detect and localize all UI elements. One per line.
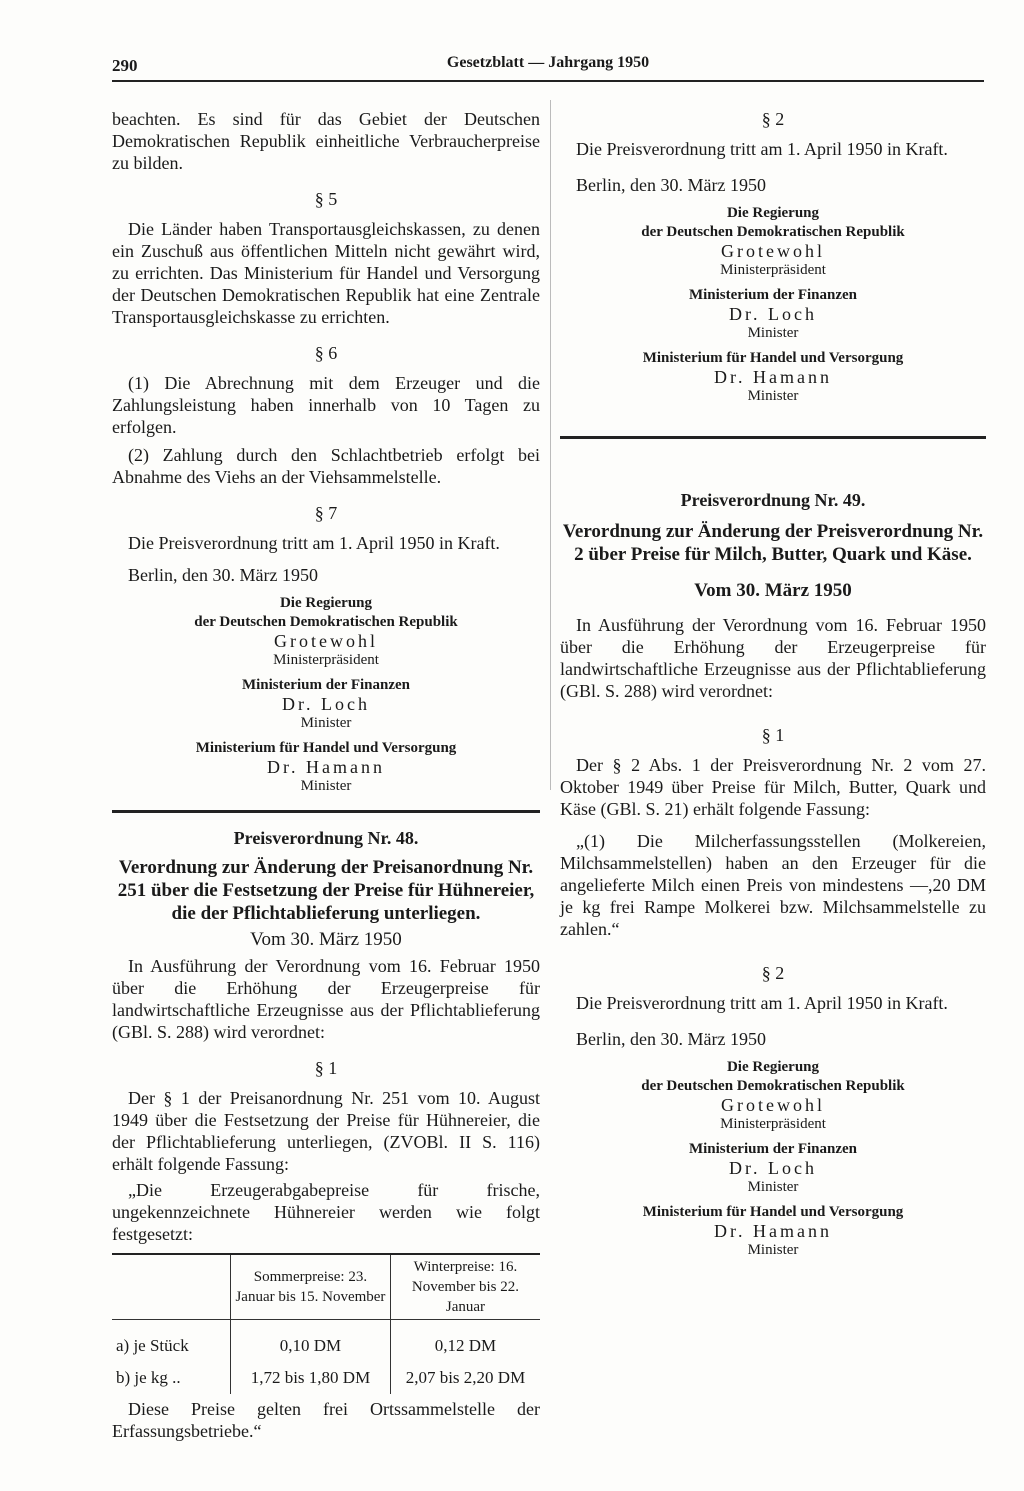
place-date: Berlin, den 30. März 1950 [576,175,766,195]
ministry-name: Ministerium der Finanzen [241,677,411,693]
place-date: Berlin, den 30. März 1950 [128,565,318,585]
ministry-name: Ministerium der Finanzen [688,287,858,303]
ministry-name: Ministerium für Handel und Versorgung [642,350,904,366]
signatory-title: Minister [300,778,352,794]
signature-block [560,1058,986,1260]
ministry-name: Ministerium der Finanzen [688,1141,858,1157]
ordinance-subtitle: Verordnung zur Änderung der Preisanordnung Nr. 251 über die Festsetzung der Preise für Hühnereier, die der Pflichtablieferung unterliegen. [117,857,535,924]
signatory-name: Grotewohl [721,241,825,261]
section-heading-6: § 6 [314,343,338,363]
signatory-title: Ministerpräsident [273,652,379,668]
signatory-title: Minister [747,388,799,404]
paragraph-2: Die Preisverordnung tritt am 1. April 1950 in Kraft. [576,139,948,159]
government-name: der Deutschen Demokratischen Republik [641,224,905,240]
ordinance-subtitle: Verordnung zur Änderung der Preisverordnung Nr. 2 über Preise für Milch, Butter, Quark und Käse. [562,521,984,565]
signatory-name: Dr. Hamann [714,1221,832,1241]
signatory-title: Minister [747,325,799,341]
government-label: Die Regierung [726,1059,820,1075]
signatory-name: Dr. Loch [729,1158,817,1178]
section-heading-1: § 1 [314,1058,338,1078]
signatory-name: Dr. Hamann [714,367,832,387]
ordinance-date: Vom 30. März 1950 [250,929,402,950]
signatory-name: Grotewohl [721,1095,825,1115]
paragraph-6-1: (1) Die Abrechnung mit dem Erzeuger und die Zahlungsleistung haben innerhalb von 10 Tagen zu erfolgen. [112,373,540,437]
column-divider [550,100,551,790]
paragraph-7: Die Preisverordnung tritt am 1. April 1950 in Kraft. [128,533,500,553]
section-heading-5: § 5 [314,189,338,209]
section-divider [560,436,986,439]
ordinance-date: Vom 30. März 1950 [694,580,852,601]
ordinance-title: Preisverordnung Nr. 48. [233,828,419,848]
section-heading-1: § 1 [761,725,785,745]
right-column [560,108,986,1260]
government-name: der Deutschen Demokratischen Republik [641,1078,905,1094]
signatory-name: Dr. Loch [282,694,370,714]
table-header-winter: Winterpreise: 16. November bis 22. Januar [390,1254,540,1320]
paragraph-6-2: (2) Zahlung durch den Schlachtbetrieb erfolgt bei Abnahme des Viehs an der Viehsammelstelle. [112,445,540,487]
quoted-text: „(1) Die Milcherfassungsstellen (Molkereien, Milchsammelstellen) haben an den Erzeuger für die angelieferte Milch einen Preis von mindestens —,20 DM je kg frei Rampe Molkerei bzw. Milchsammelstelle zu zahlen.“ [560,831,986,939]
paragraph-1: Der § 1 der Preisanordnung Nr. 251 vom 10. August 1949 über die Festsetzung der Preise für Hühnereier, die der Pflichtablieferung unterliegen, (ZVOBl. II S. 116) erhält folgende Fassung: [112,1088,540,1174]
table-header-summer: Sommerpreise: 23. Januar bis 15. November [231,1254,391,1320]
signatory-title: Minister [747,1179,799,1195]
paragraph-5: Die Länder haben Transportausgleichskassen, zu denen ein Zuschuß aus öffentlichen Mitteln nicht gewährt wird, zu errichten. Das Ministerium für Handel und Versorgung der Deutschen Demokratischen Republik hat eine Zentrale Transportausgleichskasse zu errichten. [112,219,540,327]
government-label: Die Regierung [726,205,820,221]
section-divider [112,810,540,813]
signatory-title: Minister [300,715,352,731]
ministry-name: Ministerium für Handel und Versorgung [195,740,457,756]
paragraph-1: Der § 2 Abs. 1 der Preisverordnung Nr. 2 vom 27. Oktober 1949 über Preise für Milch, Butter, Quark und Käse (GBl. S. 21) erhält folgende Fassung: [560,755,986,819]
signatory-name: Grotewohl [274,631,378,651]
signature-block [560,204,986,406]
journal-title: Gesetzblatt — Jahrgang 1950 [446,54,650,71]
table-note: Diese Preise gelten frei Ortssammelstelle der Erfassungsbetriebe.“ [112,1399,540,1441]
paragraph-2: Die Preisverordnung tritt am 1. April 1950 in Kraft. [576,993,948,1013]
section-heading-7: § 7 [314,503,338,523]
left-column [112,108,540,1442]
page-header [112,50,984,82]
ordinance-intro: In Ausführung der Verordnung vom 16. Februar 1950 über die Erhöhung der Erzeugerpreise für landwirtschaftliche Erzeugnisse aus der Pflichtablieferung (GBl. S. 288) wird verordnet: [112,956,540,1042]
signatory-title: Minister [747,1242,799,1258]
price-table [112,1253,540,1394]
government-label: Die Regierung [279,595,373,611]
ordinance-intro: In Ausführung der Verordnung vom 16. Februar 1950 über die Erhöhung der Erzeugerpreise für landwirtschaftliche Erzeugnisse aus der Pflichtablieferung (GBl. S. 288) wird verordnet: [560,615,986,701]
page-number: 290 [112,56,138,75]
signatory-title: Ministerpräsident [720,1116,826,1132]
place-date: Berlin, den 30. März 1950 [576,1029,766,1049]
section-heading-2: § 2 [761,963,785,983]
signatory-title: Ministerpräsident [720,262,826,278]
quoted-text: „Die Erzeugerabgabepreise für frische, ungekennzeichnete Hühnereier werden wie folgt festgesetzt: [112,1180,540,1244]
table-row: b) je kg .. 1,72 bis 1,80 DM 2,07 bis 2,20 DM [112,1362,540,1394]
ministry-name: Ministerium für Handel und Versorgung [642,1204,904,1220]
paragraph-continued: beachten. Es sind für das Gebiet der Deutschen Demokratischen Republik einheitliche Verbraucherpreise zu bilden. [112,109,540,173]
ordinance-title: Preisverordnung Nr. 49. [680,490,866,510]
section-heading-2: § 2 [761,109,785,129]
government-name: der Deutschen Demokratischen Republik [194,614,458,630]
signatory-name: Dr. Loch [729,304,817,324]
table-row: a) je Stück 0,10 DM 0,12 DM [112,1320,540,1363]
signature-block [112,594,540,796]
signatory-name: Dr. Hamann [267,757,385,777]
